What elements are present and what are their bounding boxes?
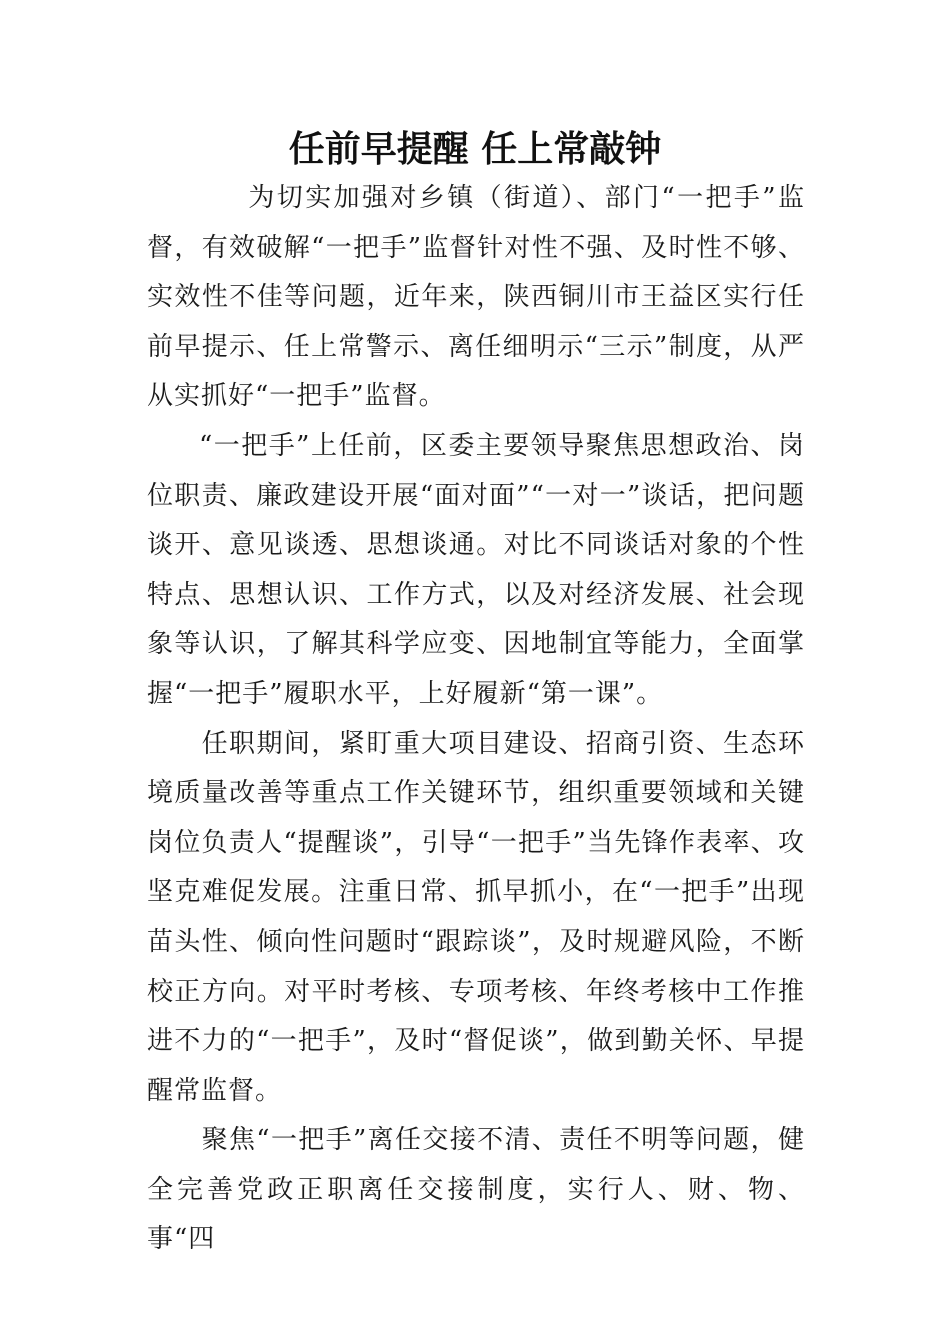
- document-title: 任前早提醒 任上常敲钟: [288, 128, 662, 170]
- paragraph-1: 为切实加强对乡镇（街道）、部门“一把手”监督，有效破解“一把手”监督针对性不强、及时性不够、实效性不佳等问题，近年来，陕西铜川市王益区实行任前早提示、任上常警示、离任细明示“三示”制度，从严从实抓好“一把手”监督。: [147, 183, 805, 412]
- document-body: [147, 174, 805, 1265]
- paragraph-4: 聚焦“一把手”离任交接不清、责任不明等问题，健全完善党政正职离任交接制度，实行人、财、物、事“四: [147, 1125, 805, 1255]
- paragraph-2: “一把手”上任前，区委主要领导聚焦思想政治、岗位职责、廉政建设开展“面对面”“一对一”谈话，把问题谈开、意见谈透、思想谈通。对比不同谈话对象的个性特点、思想认识、工作方式，以及对经济发展、社会现象等认识，了解其科学应变、因地制宜等能力，全面掌握“一把手”履职水平，上好履新“第一课”。: [147, 430, 805, 709]
- paragraph-3: 任职期间，紧盯重大项目建设、招商引资、生态环境质量改善等重点工作关键环节，组织重要领域和关键岗位负责人“提醒谈”，引导“一把手”当先锋作表率、攻坚克难促发展。注重日常、抓早抓小，在“一把手”出现苗头性、倾向性问题时“跟踪谈”，及时规避风险，不断校正方向。对平时考核、专项考核、年终考核中工作推进不力的“一把手”，及时“督促谈”，做到勤关怀、早提醒常监督。: [147, 728, 805, 1106]
